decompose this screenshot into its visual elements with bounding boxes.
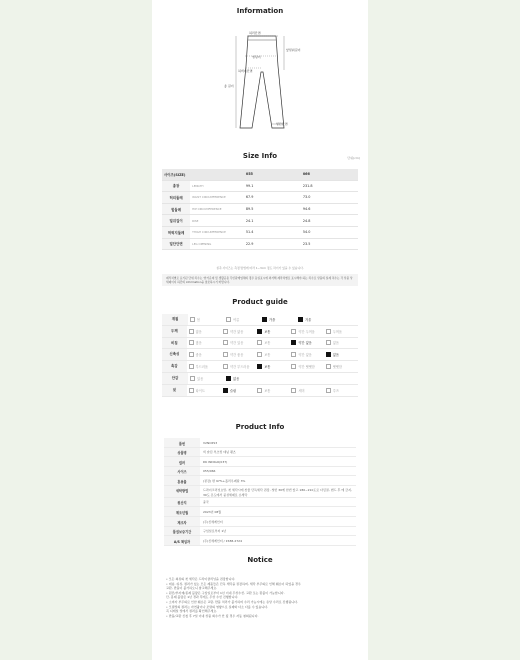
size-header-label: 사이즈(SIZE) xyxy=(162,169,244,180)
guide-option xyxy=(289,364,323,369)
checkbox-icon xyxy=(326,340,331,345)
size-row-en: WAIST CIRCUMFERENCE xyxy=(190,192,244,204)
table-row xyxy=(164,498,356,508)
total-length-label: 총 길이 xyxy=(224,84,234,88)
notice-item: • 반품/교환 신청 후 7일 이내 상품 회수가 안 될 경우 자동 철회됩니다. xyxy=(166,613,259,618)
guide-option-label: 보통 xyxy=(264,329,271,334)
table-row xyxy=(162,238,358,250)
checkbox-icon xyxy=(326,329,331,334)
guide-row xyxy=(162,385,358,397)
size-table-header xyxy=(162,169,358,180)
checkbox-icon xyxy=(257,364,262,369)
guide-option xyxy=(187,388,221,393)
size-value: 24.8 xyxy=(301,215,358,227)
guide-option xyxy=(221,364,255,369)
guide-key: 촉감 xyxy=(162,361,187,372)
guide-option xyxy=(188,376,224,381)
product-info-key: 혼용률 xyxy=(164,476,200,485)
checkbox-icon xyxy=(189,340,194,345)
product-info-key: 사이즈 xyxy=(164,467,200,476)
guide-key: 신축성 xyxy=(162,349,187,360)
guide-option-label: 뻣뻣함 xyxy=(332,365,342,370)
guide-row xyxy=(162,314,358,326)
checkbox-icon xyxy=(190,317,195,322)
product-guide-table xyxy=(162,314,358,397)
size-row-en: RISE xyxy=(190,215,244,227)
size-unit: 단위(cm) xyxy=(347,156,360,160)
guide-option-label: 얇음 xyxy=(195,329,202,334)
checkbox-icon xyxy=(223,340,228,345)
size-row-en: HIP CIRCUMFERENCE xyxy=(190,203,244,215)
size-value: 51.4 xyxy=(244,226,301,238)
guide-option xyxy=(224,317,260,322)
hem-label: 밑단단면 xyxy=(276,122,288,126)
size-value: 67.9 xyxy=(244,192,301,204)
product-info-value: 구입일로부터 1년 xyxy=(203,529,227,534)
guide-option-label: 약간 좋음 xyxy=(229,353,244,358)
table-row xyxy=(164,476,356,486)
guide-option-label: 없음 xyxy=(233,376,240,381)
notice-list xyxy=(166,577,356,618)
guide-option-label: 약간 없음 xyxy=(298,341,312,346)
guide-option-label: 좋음 xyxy=(195,353,202,358)
notice-item: • 모델컷의 컬러는 자연광이나 조명의 영향으로 실제와 다소 다를 수 있습니다. xyxy=(166,604,269,609)
table-row xyxy=(164,457,356,467)
guide-key: 안감 xyxy=(162,373,188,384)
size-row-ko: 총장 xyxy=(162,180,190,192)
guide-option xyxy=(324,340,358,345)
table-row xyxy=(164,467,356,477)
product-info-value: (주)신세계인터 xyxy=(203,519,223,524)
product-info-value: 2023년 08월 xyxy=(203,509,222,514)
product-info-key: 상품명 xyxy=(164,448,200,457)
guide-option-label: 두꺼움 xyxy=(332,329,342,334)
checkbox-icon xyxy=(223,329,228,334)
notice-item: • 데님, 워싱, 컬러가 있는 모든 제품들은 단독 세탁을 권장하며, 세탁 부주의로 인해 훼손이 되었을 경우 xyxy=(166,581,301,586)
guide-option xyxy=(289,352,323,357)
guide-option-label: 봄 xyxy=(197,317,201,322)
checkbox-icon xyxy=(223,364,228,369)
notice-item: 단, 봉제 불량은 1년 경과 후에도 무상 수선 진행합니다. xyxy=(166,595,239,600)
guide-option-label: 약간 얇음 xyxy=(229,329,244,334)
checkbox-icon xyxy=(189,388,194,393)
size-value: 73.0 xyxy=(301,192,358,204)
table-row xyxy=(162,226,358,238)
guide-option xyxy=(187,329,221,334)
guide-option-label: 없음 xyxy=(332,341,339,346)
guide-option xyxy=(324,364,358,369)
size-row-ko: 허벅지둘레 xyxy=(162,226,190,238)
notice-item: • 소비자 부주의로 인한 훼손은 교환, 반품 처리가 불가하며 수리 가능시에는 유상 수리로 진행됩니다. xyxy=(166,599,298,604)
guide-option xyxy=(255,329,289,334)
size-row-ko: 힙둘레 xyxy=(162,203,190,215)
size-value: 23.5 xyxy=(301,238,358,250)
size-value: 99.1 xyxy=(244,180,301,192)
guide-option xyxy=(224,376,260,381)
size-row-ko: 밑단단면 xyxy=(162,238,190,250)
guide-option xyxy=(221,340,255,345)
size-table xyxy=(162,169,358,250)
product-info-key: A/S 책임자 xyxy=(164,536,200,545)
checkbox-icon xyxy=(257,352,262,357)
guide-option-label: 많음 xyxy=(195,341,202,346)
size-value: 94.6 xyxy=(301,203,358,215)
product-info-value: (주)신세계인터 / 1588-2724 xyxy=(203,538,242,543)
checkbox-icon xyxy=(190,376,195,381)
product-info-title: Product Info xyxy=(235,423,285,431)
guide-key: 비침 xyxy=(162,338,187,349)
guide-key: 핏 xyxy=(162,385,187,396)
pants-diagram xyxy=(212,26,312,132)
checkbox-icon xyxy=(226,317,231,322)
guide-option xyxy=(324,352,358,357)
table-row xyxy=(164,486,356,498)
product-detail-panel xyxy=(152,0,368,660)
guide-option-label: 가을 xyxy=(269,317,276,322)
guide-option-label: 슬림 xyxy=(229,388,237,393)
guide-option-label: 약간 두꺼움 xyxy=(298,329,315,334)
notice-item: 꼭 디테일 컷에서 컬러를 확인해주세요. xyxy=(166,609,218,614)
guide-key: 두께 xyxy=(162,326,187,337)
guide-option xyxy=(221,329,255,334)
product-info-key: 품번 xyxy=(164,438,200,447)
guide-option-label: 보통 xyxy=(264,388,271,393)
product-guide-title: Product guide xyxy=(232,298,288,306)
guide-option xyxy=(187,340,221,345)
guide-option-label: 없음 xyxy=(332,353,339,358)
guide-option xyxy=(289,388,323,393)
size-header-066: 066 xyxy=(301,169,358,180)
hip-label: 엉덩이 xyxy=(252,55,261,59)
waist-label: 허리단면 xyxy=(249,31,261,35)
checkbox-icon xyxy=(223,352,228,357)
guide-option xyxy=(221,388,255,393)
product-info-value: 중국 xyxy=(203,500,209,505)
front-rise-label: 앞밑위길이 xyxy=(286,48,301,52)
checkbox-icon xyxy=(226,376,231,381)
size-info-title: Size Info xyxy=(242,152,278,160)
product-info-value: (겉감) 면 97%+폴리우레탄 3% xyxy=(203,478,246,483)
guide-row xyxy=(162,361,358,373)
product-info-key: 품질보증기간 xyxy=(164,527,200,536)
checkbox-icon xyxy=(189,329,194,334)
guide-option-label: 루즈 xyxy=(332,388,339,393)
table-row xyxy=(164,536,356,546)
guide-row xyxy=(162,349,358,361)
table-row xyxy=(162,215,358,227)
size-header-055: 055 xyxy=(244,169,301,180)
guide-option xyxy=(289,340,323,345)
guide-option xyxy=(260,317,296,322)
size-value: 89.5 xyxy=(244,203,301,215)
product-info-value: 드라이크리닝요망, 첫 세탁시에 찬물 단독세탁 권장, 첫번 30에 한번 앞고 180~210도로 다림질, 밴드 후 에 금지, 30도 온도에서 중성세제로 손세탁 xyxy=(203,488,352,497)
notice-item: • 모든 의류의 첫 세탁은 드라이클리닝을 권장합니다. xyxy=(166,577,236,581)
guide-option xyxy=(255,388,289,393)
size-row-ko: 밑위길이 xyxy=(162,215,190,227)
size-row-en: LENGTH xyxy=(190,180,244,192)
size-value: 54.0 xyxy=(301,226,358,238)
checkbox-icon xyxy=(291,340,296,345)
table-row xyxy=(164,448,356,458)
guide-option-label: 약간 뻣뻣함 xyxy=(298,365,315,370)
guide-key: 계절 xyxy=(162,314,188,325)
product-info-table xyxy=(164,438,356,546)
guide-option-label: 보통 xyxy=(264,365,271,370)
size-notice-box: 제작처별로 표기된 단위 치수는 '한가운데 및 생활공용 무인판매업체의 경우 동일표시에 의거해 제작처별로 표시해야 하는 치수로 상품의 실제 치수는 각 상품 상세페이지 하단의 information을 참조하시기 바랍니다. xyxy=(162,274,358,286)
guide-option xyxy=(296,317,332,322)
guide-option-label: 있음 xyxy=(197,376,204,381)
size-row-en: THIGH CIRCUMFERENCE xyxy=(190,226,244,238)
checkbox-icon xyxy=(298,317,303,322)
guide-option xyxy=(221,352,255,357)
product-info-value: 빅 슬림 부츠컷 데님 팬츠 xyxy=(203,450,236,455)
checkbox-icon xyxy=(223,388,228,393)
size-value: 22.9 xyxy=(244,238,301,250)
product-info-value: V2NOP13 xyxy=(203,440,218,445)
guide-row xyxy=(162,338,358,350)
guide-option-label: 겨울 xyxy=(305,317,312,322)
checkbox-icon xyxy=(291,352,296,357)
checkbox-icon xyxy=(291,329,296,334)
product-info-value: 055/066 xyxy=(203,469,216,474)
guide-option xyxy=(289,329,323,334)
product-info-key: 컬러 xyxy=(164,457,200,466)
guide-option-label: 보통 xyxy=(264,341,271,346)
guide-option xyxy=(255,364,289,369)
table-row xyxy=(162,180,358,192)
checkbox-icon xyxy=(189,352,194,357)
product-info-key: 제조년월 xyxy=(164,507,200,516)
checkbox-icon xyxy=(326,364,331,369)
guide-option xyxy=(188,317,224,322)
guide-option xyxy=(187,364,221,369)
product-info-key: 제조자 xyxy=(164,517,200,526)
guide-option-label: 약간 있음 xyxy=(229,341,244,346)
guide-row xyxy=(162,326,358,338)
checkbox-icon xyxy=(326,388,331,393)
info-title: Information xyxy=(236,7,284,15)
guide-option-label: 보통 xyxy=(264,353,271,358)
notice-item: 교환, 반품이 불가하오니 참고해주세요. xyxy=(166,586,218,591)
guide-option xyxy=(324,329,358,334)
product-info-key: 세탁방법 xyxy=(164,486,200,497)
checkbox-icon xyxy=(262,317,267,322)
size-note: 실측 사이즈는 측정 방법에 따라 1~3cm 정도 차이가 있을 수 있습니다. xyxy=(216,266,304,270)
checkbox-icon xyxy=(326,352,331,357)
guide-row xyxy=(162,373,358,385)
size-value: 24.1 xyxy=(244,215,301,227)
table-row xyxy=(162,203,358,215)
guide-option xyxy=(255,352,289,357)
size-value: 231.8 xyxy=(301,180,358,192)
guide-option-label: 세미 xyxy=(298,388,305,393)
guide-option xyxy=(187,352,221,357)
product-info-value: DK INDIGO(037) xyxy=(203,459,228,464)
size-row-en: LEG OPENING xyxy=(190,238,244,250)
checkbox-icon xyxy=(189,364,194,369)
guide-option-label: 여름 xyxy=(233,317,240,322)
guide-option xyxy=(324,388,358,393)
guide-option xyxy=(255,340,289,345)
table-row xyxy=(162,192,358,204)
checkbox-icon xyxy=(291,364,296,369)
guide-option-label: 부드러움 xyxy=(195,365,208,370)
notice-title: Notice xyxy=(247,556,273,564)
table-row xyxy=(164,438,356,448)
guide-option-label: 약간 없음 xyxy=(298,353,312,358)
notice-item: • 원단/부자재/봉제 불량은 구입일로부터 1년 이내 무상수선, 교환 또는 환불이 가능합니다. xyxy=(166,590,285,595)
product-info-key: 원산지 xyxy=(164,498,200,507)
guide-option-label: 약간 부드러움 xyxy=(229,365,250,370)
table-row xyxy=(164,507,356,517)
checkbox-icon xyxy=(257,329,262,334)
table-row xyxy=(164,517,356,527)
size-row-ko: 허리둘레 xyxy=(162,192,190,204)
guide-option-label: 타이트 xyxy=(195,388,205,393)
thigh-label: 허벅지단면 xyxy=(238,69,253,73)
checkbox-icon xyxy=(291,388,296,393)
checkbox-icon xyxy=(257,388,262,393)
checkbox-icon xyxy=(257,340,262,345)
table-row xyxy=(164,527,356,537)
